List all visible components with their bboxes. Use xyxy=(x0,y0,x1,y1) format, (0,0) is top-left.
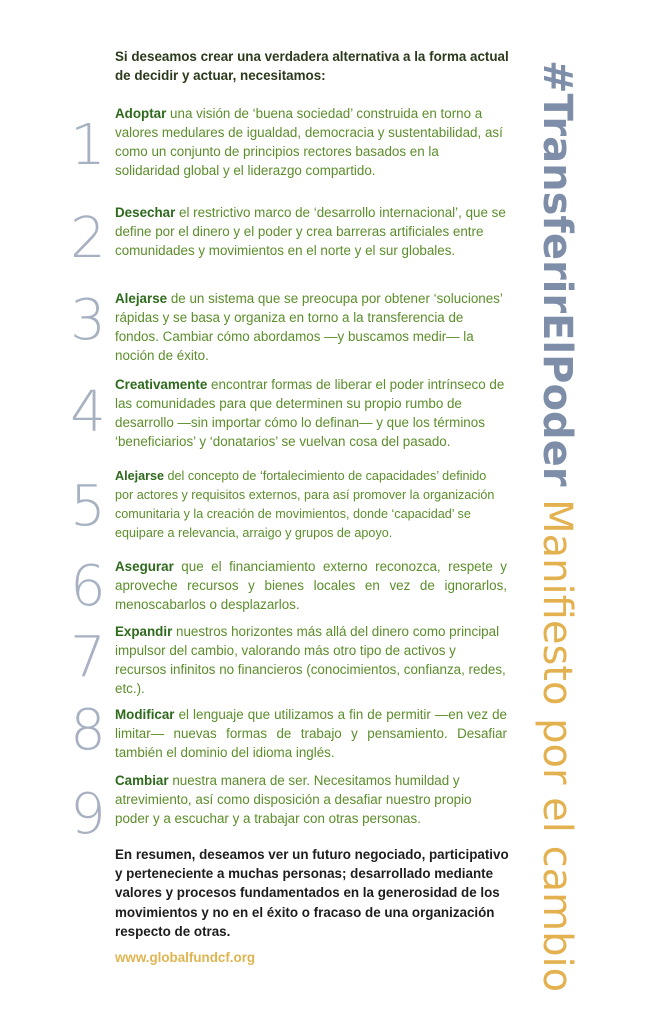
item-keyword: Creativamente xyxy=(115,377,208,392)
item-number: 7 xyxy=(70,625,106,690)
item-text xyxy=(115,705,507,762)
item-body: encontrar formas de liberar el poder intrínseco de las comunidades para que determinen su propio rumbo de desarrollo —sin importar cómo lo definan— y que los términos ‘beneficiarios’ y ‘donatarios’ se vuelvan cosa del pasado. xyxy=(115,377,505,449)
summary-paragraph: En resumen, deseamos ver un futuro negociado, participativo y perteneciente a muchas personas; desarrollado mediante valores y procesos fundamentados en la generosidad de los movimientos y no en el éxito o fracaso de una organización respecto de otras. xyxy=(115,847,509,939)
item-number: 1 xyxy=(70,113,106,178)
item-body: nuestra manera de ser. Necesitamos humildad y atrevimiento, así como disposición a desafiar nuestro propio poder y a escuchar y a trabajar con otras personas. xyxy=(115,773,472,826)
item-text xyxy=(115,375,507,451)
item-text xyxy=(115,104,507,180)
item-number: 3 xyxy=(70,288,106,353)
item-text xyxy=(115,289,507,365)
website-link[interactable]: www.globalfundcf.org xyxy=(115,950,256,965)
hashtag-title: #TransferirElPoder xyxy=(534,60,580,487)
intro-heading: Si deseamos crear una verdadera alternativa a la forma actual de decidir y actuar, necesitamos: xyxy=(115,49,509,83)
item-body: el restrictivo marco de ‘desarrollo internacional’, que se define por el dinero y el poder y crea barreras artificiales entre comunidades y movimientos en el norte y el sur globales. xyxy=(115,205,506,258)
item-text xyxy=(115,467,507,543)
item-number: 8 xyxy=(70,698,106,763)
item-body: del concepto de ‘fortalecimiento de capacidades’ definido por actores y requisitos externos, para así promover la organización comunitaria y la creación de movimientos, donde ‘capacidad’ se equipare a relevancia, arraigo y grupos de apoyo. xyxy=(115,469,495,540)
item-keyword: Alejarse xyxy=(115,291,168,306)
item-number: 6 xyxy=(70,554,106,619)
manifesto-subtitle: Manifiesto por el cambio xyxy=(534,499,580,993)
item-keyword: Desechar xyxy=(115,205,176,220)
item-body: una visión de ‘buena sociedad’ construida en torno a valores medulares de igualdad, democracia y sustentabilidad, así como un conjunto de principios rectores basados en la solidaridad global y el liderazgo compartido. xyxy=(115,106,503,178)
item-body: el lenguaje que utilizamos a fin de permitir —en vez de limitar— nuevas formas de trabajo y pensamiento. Desafiar también el dominio del idioma inglés. xyxy=(115,707,507,760)
item-number: 4 xyxy=(70,380,106,445)
item-text xyxy=(115,557,507,614)
item-text xyxy=(115,771,507,828)
item-keyword: Modificar xyxy=(115,707,175,722)
vertical-title xyxy=(533,60,581,992)
item-number: 2 xyxy=(70,206,106,271)
item-keyword: Cambiar xyxy=(115,773,169,788)
item-keyword: Expandir xyxy=(115,624,173,639)
item-keyword: Adoptar xyxy=(115,106,167,121)
item-number: 9 xyxy=(70,782,106,847)
item-text xyxy=(115,622,507,698)
item-body: de un sistema que se preocupa por obtener ‘soluciones’ rápidas y se basa y organiza en torno a la transferencia de fondos. Cambiar cómo abordamos —y buscamos medir— la noción de éxito. xyxy=(115,291,503,363)
item-body: que el financiamiento externo reconozca, respete y aproveche recursos y bienes locales en vez de ignorarlos, menoscabarlos o desplazarlos. xyxy=(115,559,507,612)
item-text xyxy=(115,203,507,260)
item-keyword: Alejarse xyxy=(115,469,165,483)
item-body: nuestros horizontes más allá del dinero como principal impulsor del cambio, valorando más otro tipo de activos y recursos infinitos no financieros (conocimientos, confianza, redes, etc.). xyxy=(115,624,506,696)
item-number: 5 xyxy=(70,474,106,539)
item-keyword: Asegurar xyxy=(115,559,174,574)
